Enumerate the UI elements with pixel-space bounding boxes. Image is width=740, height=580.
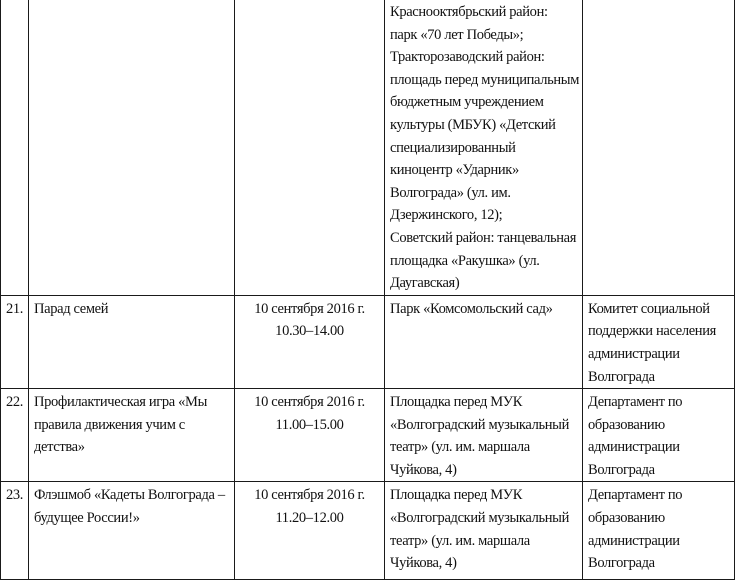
place-line: Площадка перед МУК — [390, 487, 523, 504]
event-cell — [29, 0, 235, 295]
org-line: образованию — [588, 510, 665, 527]
place-line: Волгограда» (ул. им. — [390, 184, 511, 201]
place-line: Чуйкова, 4) — [390, 555, 457, 572]
place-cell — [385, 295, 583, 388]
time-line: 11.00–15.00 — [275, 416, 344, 433]
date-line: 10 сентября 2016 г. — [254, 300, 365, 317]
place-line: площадка «Ракушка» (ул. — [390, 252, 540, 269]
organizer-cell — [583, 389, 735, 482]
time-line: 11.20–12.00 — [275, 510, 344, 527]
date-cell — [235, 389, 385, 482]
org-line: администрации — [588, 439, 680, 456]
table-row — [1, 482, 735, 580]
place-line: парк «70 лет Победы»; — [390, 26, 524, 43]
event-line: Парад семей — [34, 300, 109, 317]
org-line: Волгограда — [588, 555, 655, 572]
event-cell — [29, 389, 235, 482]
place-line: специализированный — [390, 139, 516, 156]
event-line: Флэшмоб «Кадеты Волгограда – — [34, 487, 225, 504]
event-line: будущее России!» — [34, 510, 140, 527]
place-line: «Волгоградский музыкальный — [390, 510, 569, 527]
place-line: театр» (ул. им. маршала — [390, 532, 530, 549]
number-cell: 23. — [1, 482, 29, 580]
table-row-continuation — [1, 0, 735, 295]
org-line: администрации — [588, 532, 680, 549]
place-line: бюджетным учреждением — [390, 94, 544, 111]
place-line: Тракторозаводский район: — [390, 49, 545, 66]
org-line: администрации — [588, 345, 680, 362]
event-cell — [29, 295, 235, 388]
place-line: Чуйкова, 4) — [390, 461, 457, 478]
place-line: Площадка перед МУК — [390, 394, 523, 411]
place-line: киноцентр «Ударник» — [390, 162, 519, 179]
number-cell: 22. — [1, 389, 29, 482]
org-line: Департамент по — [588, 487, 683, 504]
org-line: Департамент по — [588, 394, 683, 411]
event-cell — [29, 482, 235, 580]
table-row — [1, 295, 735, 388]
place-line: театр» (ул. им. маршала — [390, 439, 530, 456]
event-line: Профилактическая игра «Мы — [34, 394, 207, 411]
organizer-cell — [583, 0, 735, 295]
org-line: образованию — [588, 416, 665, 433]
date-line: 10 сентября 2016 г. — [254, 394, 365, 411]
place-line: Дзержинского, 12); — [390, 207, 503, 224]
date-cell — [235, 482, 385, 580]
number-cell: 21. — [1, 295, 29, 388]
place-line: Парк «Комсомольский сад» — [390, 300, 553, 317]
date-cell — [235, 0, 385, 295]
organizer-cell — [583, 482, 735, 580]
org-line: поддержки населения — [588, 323, 716, 340]
organizer-cell — [583, 295, 735, 388]
date-cell — [235, 295, 385, 388]
org-line: Комитет социальной — [588, 300, 710, 317]
place-cell — [385, 482, 583, 580]
org-line: Волгограда — [588, 461, 655, 478]
event-line: детства» — [34, 439, 85, 456]
place-line: Советский район: танцевальная — [390, 229, 577, 246]
date-line: 10 сентября 2016 г. — [254, 487, 365, 504]
place-line: «Волгоградский музыкальный — [390, 416, 569, 433]
place-line: площадь перед муниципальным — [390, 71, 580, 88]
time-line: 10.30–14.00 — [275, 323, 344, 340]
place-line: Краснооктябрьский район: — [390, 4, 548, 20]
number-cell — [1, 0, 29, 295]
org-line: Волгограда — [588, 368, 655, 385]
place-line: культуры (МБУК) «Детский — [390, 116, 556, 133]
place-line: Даугавская) — [390, 275, 460, 292]
place-cell — [385, 0, 583, 295]
table-row — [1, 389, 735, 482]
place-cell — [385, 389, 583, 482]
event-line: правила движения учим с — [34, 416, 185, 433]
